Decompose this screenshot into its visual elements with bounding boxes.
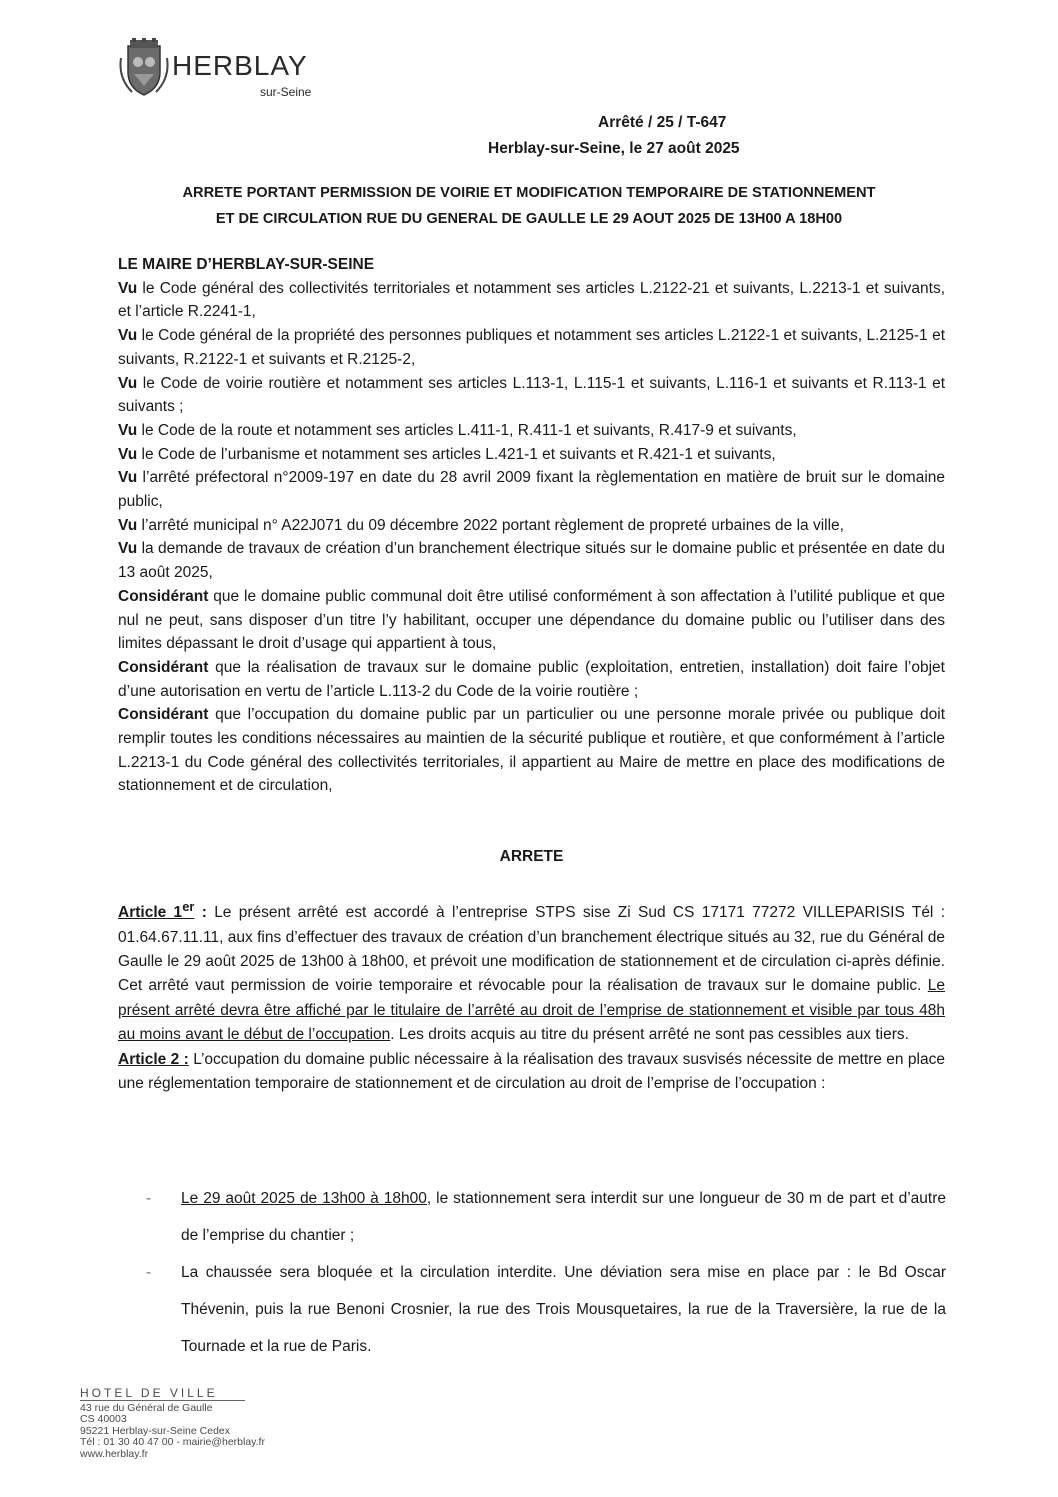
preamble-item: Vu la demande de travaux de création d’un branchement électrique situés sur le domaine public et présentée en date du 13 août 2025, xyxy=(118,540,945,582)
mayor-heading: LE MAIRE D’HERBLAY-SUR-SEINE xyxy=(118,256,375,273)
preamble-item: Vu le Code de l’urbanisme et notamment ses articles L.421-1 et suivants et R.421-1 et suivants, xyxy=(118,445,776,463)
place-date: Herblay-sur-Seine, le 27 août 2025 xyxy=(488,140,740,157)
reference-block xyxy=(488,110,908,162)
footer-line: 43 rue du Général de Gaulle xyxy=(80,1401,213,1414)
preamble-item: Vu l’arrêté municipal n° A22J071 du 09 décembre 2022 portant règlement de propreté urbaines de la ville, xyxy=(118,516,844,534)
footer-line: CS 40003 xyxy=(80,1413,127,1425)
preamble-item: Vu le Code général des collectivités territoriales et notamment ses articles L.2122-21 et suivants, L.2213-1 et suivants, et l’article R.2241-1, xyxy=(118,279,945,321)
preamble-item: Considérant que le domaine public communal doit être utilisé conformément à son affectation à l’utilité publique et que nul ne peut, sans disposer d’un titre l’y habilitant, occuper une dépendance du domaine public ou l’utiliser dans des limites dépassant le droit d’usage qui appartient à tous, xyxy=(118,587,945,653)
list-item: - La chaussée sera bloquée et la circulation interdite. Une déviation sera mise en place par : le Bd Oscar Thévenin, puis la rue Benoni Crosnier, la rue des Trois Mousquetaires, la rue de la Traversière, la rue de la Tournade et la rue de Paris. xyxy=(146,1264,946,1355)
logo-subtitle: sur-Seine xyxy=(260,85,312,99)
footer-title: HOTEL DE VILLE xyxy=(80,1388,245,1401)
preamble xyxy=(118,253,945,798)
title-line-1: ARRETE PORTANT PERMISSION DE VOIRIE ET MODIFICATION TEMPORAIRE DE STATIONNEMENT xyxy=(182,185,876,201)
preamble-item: Considérant que l’occupation du domaine public par un particulier ou une personne morale privée ou publique doit remplir toutes les conditions nécessaires au maintien de la sécurité publique et routière, et que conformément à l’article L.2213-1 du Code général des collectivités territoriales, il appartient au Maire de mettre en place des modifications de stationnement et de circulation, xyxy=(118,706,945,795)
footer-line: 95221 Herblay-sur-Seine Cedex xyxy=(80,1424,230,1437)
title-line-2: ET DE CIRCULATION RUE DU GENERAL DE GAULLE LE 29 AOUT 2025 DE 13H00 A 18H00 xyxy=(215,211,843,227)
footer-address xyxy=(80,1388,400,1460)
preamble-item: Considérant que la réalisation de travaux sur le domaine public (exploitation, entretien, installation) doit faire l’objet d’une autorisation en vertu de l’article L.113-2 du Code de la voirie routière ; xyxy=(118,658,945,700)
articles xyxy=(118,895,945,1096)
logo-name: HERBLAY xyxy=(172,50,308,81)
footer-line: www.herblay.fr xyxy=(80,1447,149,1460)
preamble-item: Vu l’arrêté préfectoral n°2009-197 en date du 28 avril 2009 fixant la règlementation en matière de bruit sur le domaine public, xyxy=(118,469,945,511)
city-crest-icon xyxy=(118,38,170,98)
list-item: - Le 29 août 2025 de 13h00 à 18h00, le stationnement sera interdit sur une longueur de 30 m de part et d’autre de l’emprise du chantier ; xyxy=(146,1190,947,1244)
preamble-item: Vu le Code général de la propriété des personnes publiques et notamment ses articles L.2122-1 et suivants, L.2125-1 et suivants, R.2122-1 et suivants et R.2125-2, xyxy=(118,327,945,368)
article-2: Article 2 : L’occupation du domaine public nécessaire à la réalisation des travaux susvisés nécessite de mettre en place une réglementation temporaire de stationnement et de circulation au droit de l’emprise de l’occupation : xyxy=(118,1050,945,1092)
measures-list xyxy=(146,1180,946,1365)
preamble-item: Vu le Code de la route et notamment ses articles L.411-1, R.411-1 et suivants, R.417-9 et suivants, xyxy=(118,421,797,439)
arrete-heading: ARRETE xyxy=(499,848,564,865)
document-title xyxy=(118,180,940,232)
herblay-logo xyxy=(110,38,340,108)
preamble-item: Vu le Code de voirie routière et notamment ses articles L.113-1, L.115-1 et suivants, L.116-1 et suivants et R.113-1 et suivants ; xyxy=(118,374,945,416)
article-1: Article 1er : Le présent arrêté est accordé à l’entreprise STPS sise Zi Sud CS 17171 77272 VILLEPARISIS Tél : 01.64.67.11.11, aux fins d’effectuer des travaux de création d’un branchement électrique situés au 32, rue du Général de Gaulle le 29 août 2025 de 13h00 à 18h00, et prévoit une modification de stationnement et de circulation ci-après définie. Cet arrêté vaut permission de voirie temporaire et révocable pour la réalisation de travaux sur le domaine public. Le présent arrêté devra être affiché par le titulaire de l’arrêté au droit de l’emprise de stationnement et visible par tous 48h au moins avant le début de l’occupation. Les droits acquis au titre du présent arrêté ne sont pas cessibles aux tiers. xyxy=(118,899,946,1044)
footer-line: Tél : 01 30 40 47 00 - mairie@herblay.fr xyxy=(80,1436,265,1448)
arrete-reference: Arrêté / 25 / T-647 xyxy=(598,114,727,131)
